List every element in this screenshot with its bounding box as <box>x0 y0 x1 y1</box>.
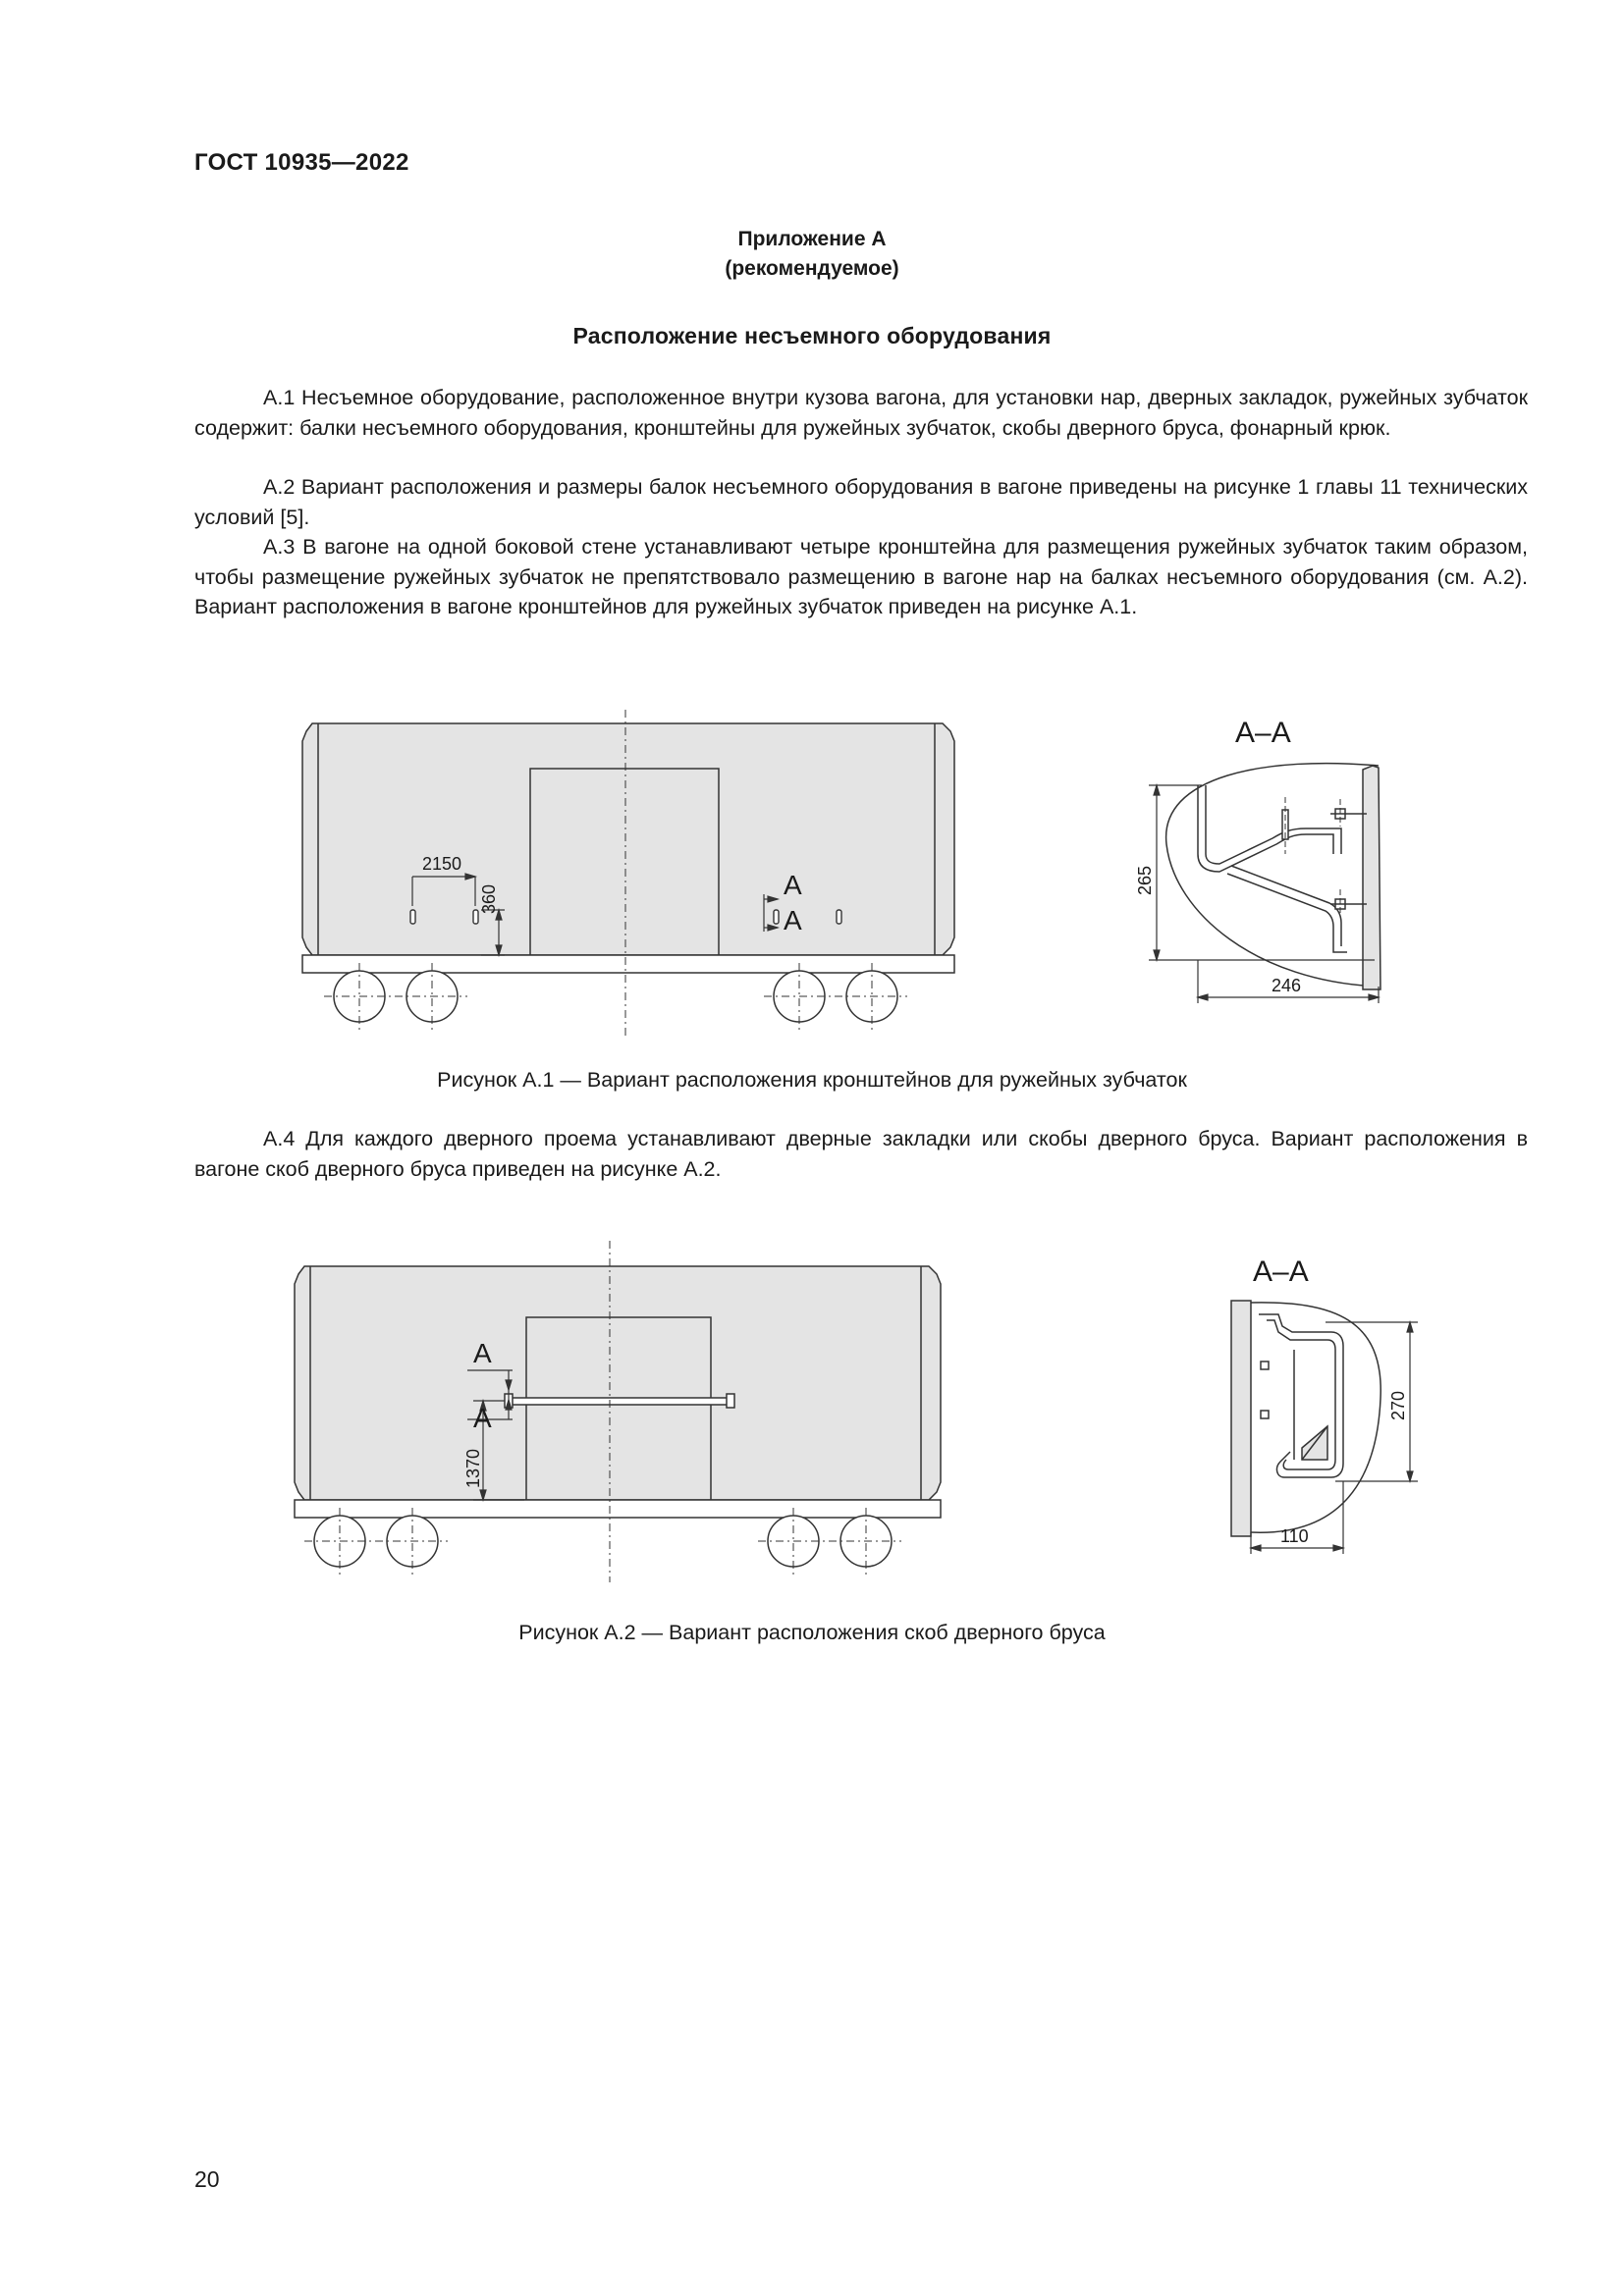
annex-status: (рекомендуемое) <box>725 257 899 280</box>
paragraph-a3: А.3 В вагоне на одной боковой стене устанавливают четыре кронштейна для размещения ружейных зубчаток таким образом, чтобы размещение ружейных зубчаток не препятствовало размещению в вагоне нар на балках несъемного оборудования (см. А.2). Вариант расположения в вагоне кронштейнов для ружейных зубчаток приведен на рисунке А.1. <box>194 535 1528 618</box>
dim-1370-label: 1370 <box>463 1448 483 1488</box>
figure-a1-section-drawing <box>1119 707 1443 1021</box>
paragraph-a1: А.1 Несъемное оборудование, расположенное внутри кузова вагона, для установки нар, дверных закладок, ружейных зубчаток содержит: балки несъемного оборудования, кронштейны для ружейных зубчаток, скобы дверного бруса, фонарный крюк. <box>194 386 1528 440</box>
figure-a2-section-drawing <box>1218 1242 1443 1566</box>
paragraph-a2: А.2 Вариант расположения и размеры балок несъемного оборудования в вагоне приведены на рисунке 1 главы 11 технических условий [5]. <box>194 475 1528 529</box>
section-mark-upper: А <box>784 870 802 900</box>
figure-a2-wagon-drawing <box>287 1237 974 1590</box>
dim-265-label: 265 <box>1135 865 1155 895</box>
dim-270-label: 270 <box>1388 1390 1408 1420</box>
section-title: Расположение несъемного оборудования <box>572 323 1052 348</box>
dim-2150-label: 2150 <box>422 854 462 874</box>
section-title-a2: А–А <box>1253 1255 1309 1288</box>
dim-110-label: 110 <box>1280 1526 1309 1546</box>
section-mark-upper-a2: А <box>473 1338 492 1368</box>
paragraph-a4: А.4 Для каждого дверного проема устанавливают дверные закладки или скобы дверного бруса. Вариант расположения в вагоне скоб дверного бруса приведен на рисунке А.2. <box>194 1127 1528 1181</box>
section-title-a1: А–А <box>1235 717 1291 749</box>
figure-a1-wagon-drawing <box>295 702 982 1041</box>
dim-360-label: 360 <box>479 883 499 914</box>
page-number: 20 <box>194 2166 220 2192</box>
figure-a2-caption: Рисунок А.2 — Вариант расположения скоб дверного бруса <box>518 1621 1106 1644</box>
figure-a1-caption: Рисунок А.1 — Вариант расположения кронштейнов для ружейных зубчаток <box>437 1068 1187 1092</box>
section-mark-lower-a2: А <box>473 1403 492 1433</box>
document-code: ГОСТ 10935—2022 <box>194 149 409 176</box>
dim-246-label: 246 <box>1272 976 1302 995</box>
section-mark-lower: А <box>784 905 802 935</box>
annex-title: Приложение А <box>737 228 887 250</box>
